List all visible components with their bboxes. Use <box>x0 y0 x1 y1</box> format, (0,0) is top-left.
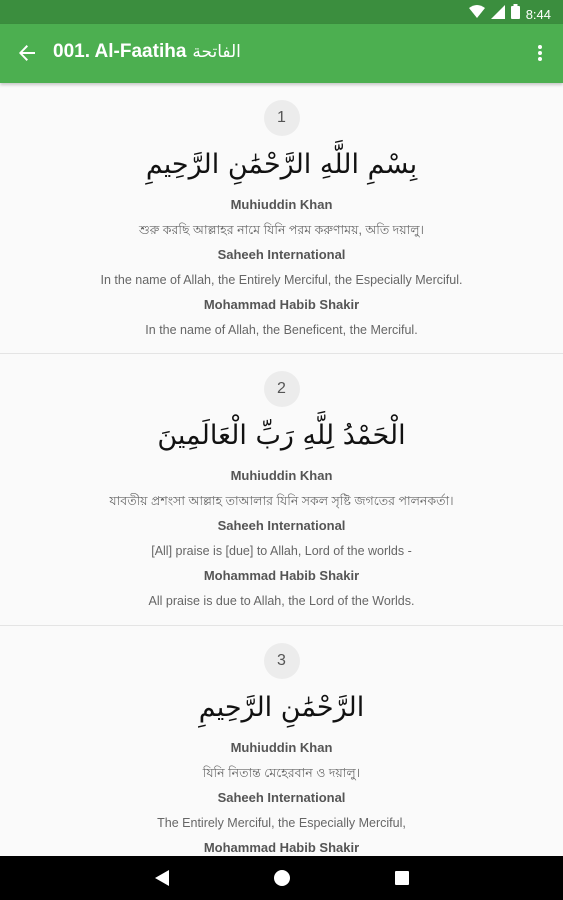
ayah-number-badge: 1 <box>264 100 300 136</box>
translator-name: Mohammad Habib Shakir <box>203 840 360 855</box>
translation-text: All praise is due to Allah, the Lord of the Worlds. <box>148 594 415 608</box>
surah-title-arabic: الفاتحة <box>192 42 241 62</box>
app-bar <box>0 24 563 83</box>
translation-text: যিনি নিতান্ত মেহেরবান ও দয়ালু। <box>202 766 361 780</box>
translation-text: In the name of Allah, the Beneficent, the Merciful. <box>145 323 418 337</box>
translation-text: [All] praise is [due] to Allah, Lord of the worlds - <box>151 544 412 558</box>
translation-text: শুরু করছি আল্লাহর নামে যিনি পরম করুণাময়, অতি দয়ালু। <box>138 223 425 237</box>
system-nav-bar <box>0 856 563 900</box>
translation-text: যাবতীয় প্রশংসা আল্লাহ তাআলার যিনি সকল সৃষ্টি জগতের পালনকর্তা। <box>109 494 454 508</box>
back-triangle-icon <box>155 870 169 886</box>
ayah-item[interactable] <box>0 354 563 626</box>
translator-name: Saheeh International <box>217 247 346 262</box>
nav-recents-button[interactable] <box>390 867 414 889</box>
home-circle-icon <box>273 869 291 887</box>
translator-name: Mohammad Habib Shakir <box>203 568 360 583</box>
back-button[interactable] <box>12 38 42 68</box>
status-icons <box>469 4 551 24</box>
recents-square-icon <box>395 871 409 885</box>
ayah-arabic-text: الرَّحْمَٰنِ الرَّحِيمِ <box>198 692 365 723</box>
translator-name: Muhiuddin Khan <box>230 468 333 483</box>
translator-name: Muhiuddin Khan <box>230 197 333 212</box>
ayah-number-badge: 2 <box>264 371 300 407</box>
arrow-back-icon <box>18 44 36 62</box>
more-vert-icon <box>537 44 543 62</box>
surah-title: 001. Al-Faatiha <box>53 41 187 62</box>
translator-name: Muhiuddin Khan <box>230 740 333 755</box>
ayah-number-badge: 3 <box>264 643 300 679</box>
translator-name: Saheeh International <box>217 518 346 533</box>
status-bar <box>0 0 563 24</box>
ayah-list[interactable] <box>0 83 563 856</box>
translator-name: Saheeh International <box>217 790 346 805</box>
nav-home-button[interactable] <box>270 867 294 889</box>
cell-signal-icon <box>491 5 505 24</box>
ayah-item[interactable] <box>0 83 563 354</box>
translation-text: The Entirely Merciful, the Especially Merciful, <box>157 816 406 830</box>
ayah-arabic-text: بِسْمِ اللَّهِ الرَّحْمَٰنِ الرَّحِيمِ <box>145 149 418 180</box>
overflow-menu-button[interactable] <box>525 38 555 68</box>
status-time: 8:44 <box>525 6 551 22</box>
translator-name: Mohammad Habib Shakir <box>203 297 360 312</box>
nav-back-button[interactable] <box>150 867 174 889</box>
wifi-icon <box>469 5 485 24</box>
battery-icon <box>511 4 520 24</box>
ayah-arabic-text: الْحَمْدُ لِلَّهِ رَبِّ الْعَالَمِينَ <box>157 420 406 451</box>
ayah-item[interactable] <box>0 626 563 856</box>
page-title <box>53 41 241 63</box>
translation-text: In the name of Allah, the Entirely Merciful, the Especially Merciful. <box>100 273 463 287</box>
